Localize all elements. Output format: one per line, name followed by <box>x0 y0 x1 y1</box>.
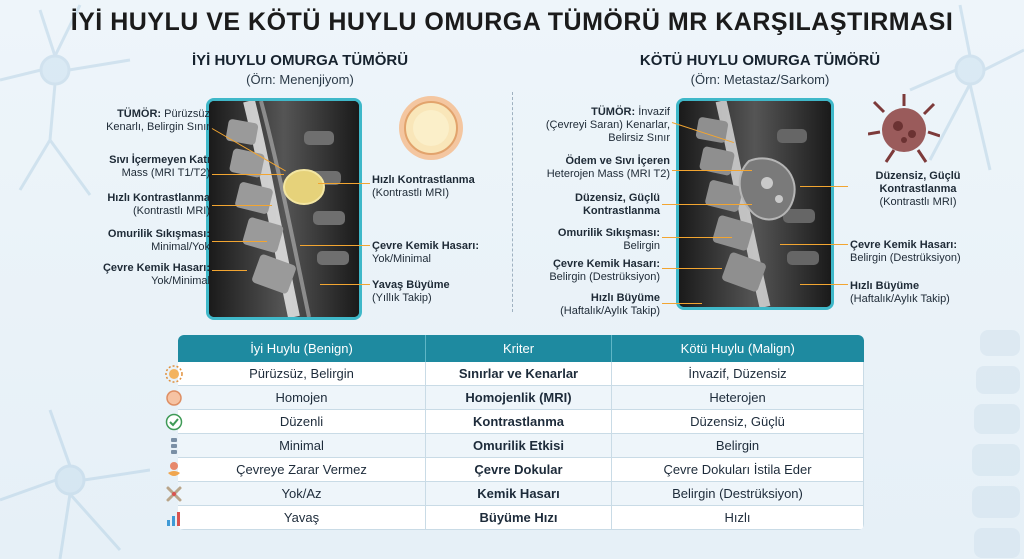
malignant-label-contrast-right: Düzensiz, Güçlü Kontrastlanma (Kontrastlı MRI) <box>875 170 961 208</box>
leader-line <box>662 268 722 269</box>
row-icons-column <box>163 362 185 530</box>
cell-malign: Belirgin <box>612 434 864 458</box>
benign-label-tumor: TÜMÖR: Pürüzsüz Kenarlı, Belirgin Sınır <box>106 108 210 133</box>
benign-label-bone-damage: Çevre Kemik Hasarı: Yok/Minimal <box>102 262 210 287</box>
organs-icon <box>163 458 185 482</box>
malignant-label-bone-damage-right: Çevre Kemik Hasarı: Belirgin (Destrüksiyon) <box>850 239 961 264</box>
benign-heading: İYİ HUYLU OMURGA TÜMÖRÜ <box>191 52 409 69</box>
malignant-label-rapid-growth-right: Hızlı Büyüme (Haftalık/Aylık Takip) <box>850 280 950 305</box>
leader-line <box>800 186 848 187</box>
cell-benign: Minimal <box>178 434 426 458</box>
benign-label-solid-mass: Sıvı İçermeyen Katı Mass (MRI T1/T2) <box>109 154 210 179</box>
bone-icon <box>163 482 185 506</box>
benign-label-cord-compression: Omurilik Sıkışması: Minimal/Yok <box>107 228 210 253</box>
cell-criterion: Sınırlar ve Kenarlar <box>426 362 612 386</box>
cell-malign: Belirgin (Destrüksiyon) <box>612 482 864 506</box>
comparison-table <box>178 335 864 530</box>
malignant-label-tumor: TÜMÖR: İnvazif (Çevreyi Saran) Kenarlar, Belirsiz Sınır <box>545 106 670 144</box>
table-header-row <box>178 335 864 362</box>
leader-line <box>800 284 848 285</box>
chart-icon <box>163 506 185 530</box>
cell-criterion: Büyüme Hızı <box>426 506 612 530</box>
neuron-decoration-icon <box>0 400 150 559</box>
leader-line <box>662 237 732 238</box>
benign-label-rapid-contrast: Hızlı Kontrastlanma (Kontrastlı MRI) <box>372 174 475 199</box>
leader-line <box>212 205 272 206</box>
section-divider <box>512 92 513 312</box>
table-row <box>178 434 864 458</box>
leader-line <box>318 183 370 184</box>
table-row <box>178 482 864 506</box>
benign-label-slow-growth: Yavaş Büyüme (Yıllık Takip) <box>372 279 450 304</box>
leader-line <box>212 174 284 175</box>
cell-malign: Çevre Dokuları İstila Eder <box>612 458 864 482</box>
malignant-label-rapid-growth: Hızlı Büyüme (Haftalık/Aylık Takip) <box>560 292 660 317</box>
cell-criterion: Omurilik Etkisi <box>426 434 612 458</box>
table-row <box>178 458 864 482</box>
table-row <box>178 410 864 434</box>
table-row <box>178 362 864 386</box>
circle-icon <box>163 386 185 410</box>
leader-line <box>212 270 247 271</box>
cell-malign: Heterojen <box>612 386 864 410</box>
benign-mri-image <box>206 98 362 320</box>
spine-decoration-icon <box>960 320 1024 559</box>
leader-line <box>662 204 752 205</box>
malignant-label-cord-compression: Omurilik Sıkışması: Belirgin <box>557 227 660 252</box>
malignant-label-irregular-contrast: Düzensiz, Güçlü Kontrastlanma <box>575 192 660 217</box>
spine-icon <box>163 434 185 458</box>
leader-line <box>212 241 267 242</box>
cell-malign: İnvazif, Düzensiz <box>612 362 864 386</box>
malignant-label-bone-damage: Çevre Kemik Hasarı: Belirgin (Destrüksiyon) <box>549 258 660 283</box>
cell-benign: Yavaş <box>178 506 426 530</box>
cell-benign: Pürüzsüz, Belirgin <box>178 362 426 386</box>
cell-benign: Çevreye Zarar Vermez <box>178 458 426 482</box>
cell-benign: Yok/Az <box>178 482 426 506</box>
malignant-subheading: (Örn: Metastaz/Sarkom) <box>690 72 830 87</box>
benign-label-bone-damage-right: Çevre Kemik Hasarı: Yok/Minimal <box>372 240 480 265</box>
malignant-heading: KÖTÜ HUYLU OMURGA TÜMÖRÜ <box>639 52 881 69</box>
leader-line <box>672 170 752 171</box>
malignant-label-edema: Ödem ve Sıvı İçeren Heterojen Mass (MRI T2) <box>546 155 670 180</box>
leader-line <box>320 284 370 285</box>
cell-criterion: Kemik Hasarı <box>426 482 612 506</box>
table-row <box>178 506 864 530</box>
leader-line <box>780 244 848 245</box>
benign-subheading: (Örn: Menenjiyom) <box>246 72 354 87</box>
cell-benign: Düzenli <box>178 410 426 434</box>
leader-line <box>662 303 702 304</box>
cell-criterion: Çevre Dokular <box>426 458 612 482</box>
leader-line <box>300 245 370 246</box>
sun-icon <box>163 362 185 386</box>
table-row <box>178 386 864 410</box>
header-malign: Kötü Huylu (Malign) <box>612 335 864 362</box>
header-criterion: Kriter <box>426 335 612 362</box>
cell-malign: Hızlı <box>612 506 864 530</box>
cell-benign: Homojen <box>178 386 426 410</box>
cell-criterion: Homojenlik (MRI) <box>426 386 612 410</box>
check-icon <box>163 410 185 434</box>
header-benign: İyi Huylu (Benign) <box>178 335 426 362</box>
malignant-tumor-icon <box>868 92 940 164</box>
cell-malign: Düzensiz, Güçlü <box>612 410 864 434</box>
page-title: İYİ HUYLU VE KÖTÜ HUYLU OMURGA TÜMÖRÜ MR KARŞILAŞTIRMASI <box>70 8 954 36</box>
benign-tumor-icon <box>397 94 465 162</box>
cell-criterion: Kontrastlanma <box>426 410 612 434</box>
benign-label-contrast: Hızlı Kontrastlanma (Kontrastlı MRI) <box>107 192 210 217</box>
